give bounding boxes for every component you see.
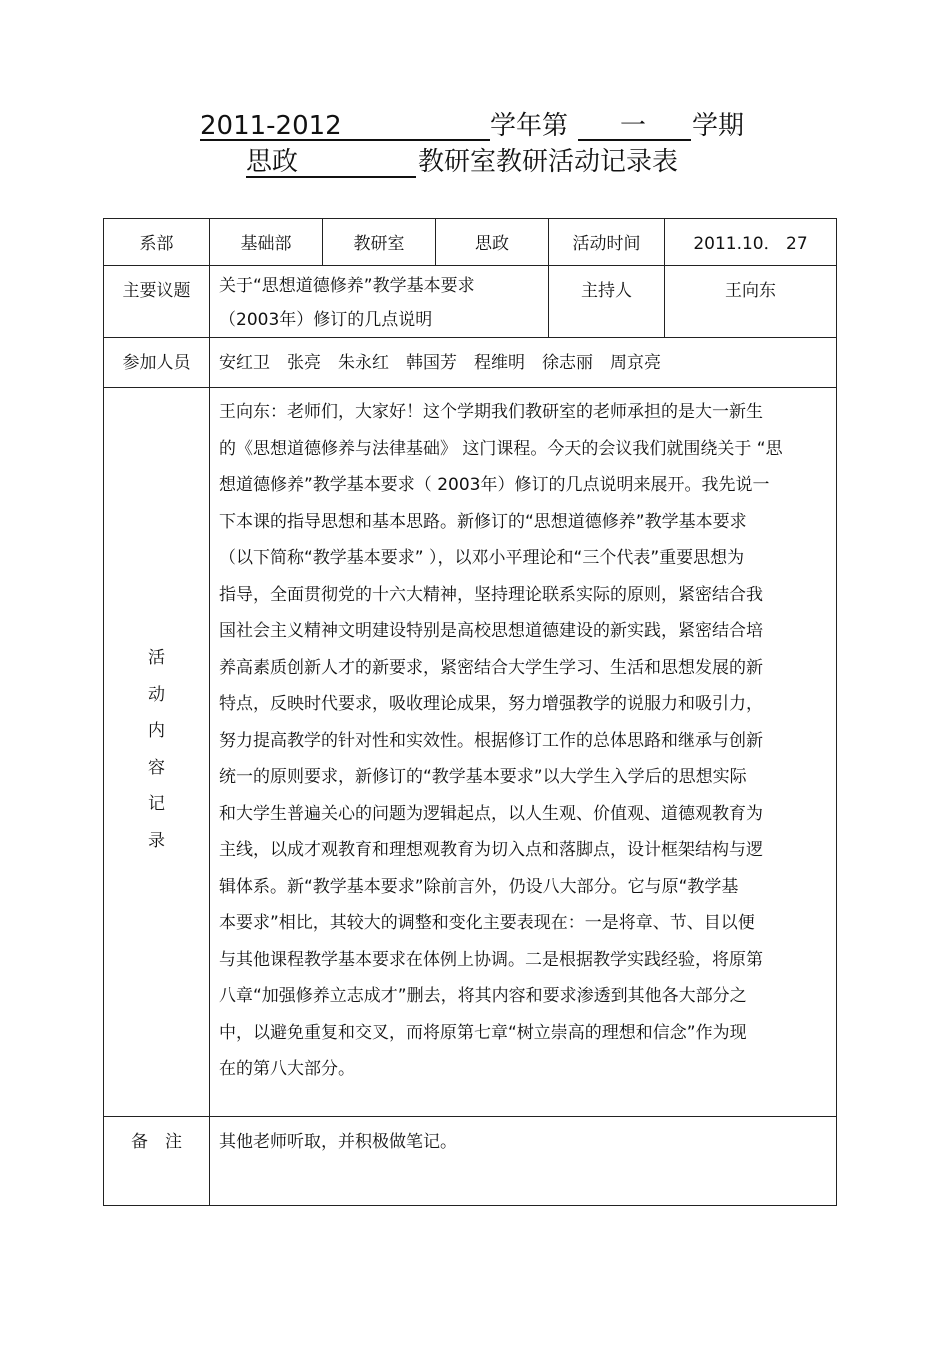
header-year: 2011-2012 [200,111,342,141]
content-line: 努力提高教学的针对性和实效性。根据修订工作的总体思路和继承与创新 [219,730,763,751]
header-year-suffix: 学年第 [490,111,569,141]
row-participants [104,338,837,388]
content-label-char: 记 [148,794,165,815]
semester-underline [578,139,691,141]
content-label-char: 录 [148,830,165,851]
content-line: 主线，以成才观教育和理想观教育为切入点和落脚点，设计框架结构与逻 [219,840,763,860]
header-title: 教研室教研活动记录表 [418,147,679,177]
content-line: 统一的原则要求，新修订的“教学基本要求”以大学生入学后的思想实际 [219,767,747,787]
content-line: 辑体系。新“教学基本要求”除前言外，仍设八大部分。它与原“教学基 [219,876,739,897]
activity-record-table [103,218,837,1206]
row-remarks [104,1117,837,1206]
year-underline [200,139,490,141]
remarks-value: 其他老师听取，并积极做笔记。 [210,1117,837,1206]
host-label: 主持人 [549,266,665,338]
content-label-char: 容 [148,757,165,778]
content-line: 本要求”相比，其较大的调整和变化主要表现在：一是将章、节、目以便 [219,913,755,933]
content-line: 和大学生普遍关心的问题为逻辑起点，以人生观、价值观、道德观教育为 [219,803,763,824]
office-label: 教研室 [323,219,436,266]
topic-label: 主要议题 [104,266,210,338]
content-line: 想道德修养”教学基本要求（ 2003年）修订的几点说明来展开。我先说一 [219,475,770,495]
header-semester-suffix: 学期 [692,111,745,141]
header-room: 思政 [246,147,299,177]
content-line: 国社会主义精神文明建设特别是高校思想道德建设的新实践，紧密结合培 [219,621,763,641]
row-department [104,219,837,266]
row-content [104,388,837,1117]
time-label: 活动时间 [549,219,665,266]
office-value: 思政 [436,219,549,266]
room-underline [246,176,416,178]
topic-value [210,266,549,338]
row-topic [104,266,837,338]
dept-value: 基础部 [210,219,323,266]
content-line: 八章“加强修养立志成才”删去，将其内容和要求渗透到其他各大部分之 [219,986,747,1006]
content-line: 指导，全面贯彻党的十六大精神，坚持理论联系实际的原则，紧密结合我 [219,584,763,605]
participants-value: 安红卫 张亮 朱永红 韩国芳 程维明 徐志丽 周京亮 [210,338,837,388]
content-line: 下本课的指导思想和基本思路。新修订的“思想道德修养”教学基本要求 [219,511,747,532]
content-line: 在的第八大部分。 [219,1059,355,1079]
remarks-label: 备 注 [104,1117,210,1206]
header-semester: 一 [620,111,647,141]
host-value: 王向东 [665,266,837,338]
dept-label: 系部 [104,219,210,266]
content-line: 中，以避免重复和交叉，而将原第七章“树立崇高的理想和信念”作为现 [219,1022,747,1043]
content-label-char: 活 [148,648,165,668]
content-body [210,388,837,1117]
topic-line: （2003年）修订的几点说明 [219,310,433,330]
content-label-char: 动 [148,684,165,705]
content-label [104,388,210,1117]
content-line: 的《思想道德修养与法律基础》 这门课程。今天的会议我们就围绕关于 “思 [219,438,783,459]
content-label-char: 内 [148,721,165,742]
content-line: 与其他课程教学基本要求在体例上协调。二是根据教学实践经验，将原第 [219,949,763,970]
content-line: 特点，反映时代要求，吸收理论成果，努力增强教学的说服力和吸引力， [219,694,763,714]
participants-label: 参加人员 [104,338,210,388]
content-line: 养高素质创新人才的新要求，紧密结合大学生学习、生活和思想发展的新 [219,657,763,678]
topic-line: 关于“思想道德修养”教学基本要求 [219,276,475,296]
time-value: 2011.10． 27 [665,219,837,266]
content-line: （以下简称“教学基本要求” ），以邓小平理论和“三个代表”重要思想为 [219,548,745,568]
content-line: 王向东：老师们，大家好！这个学期我们教研室的老师承担的是大一新生 [219,402,763,422]
